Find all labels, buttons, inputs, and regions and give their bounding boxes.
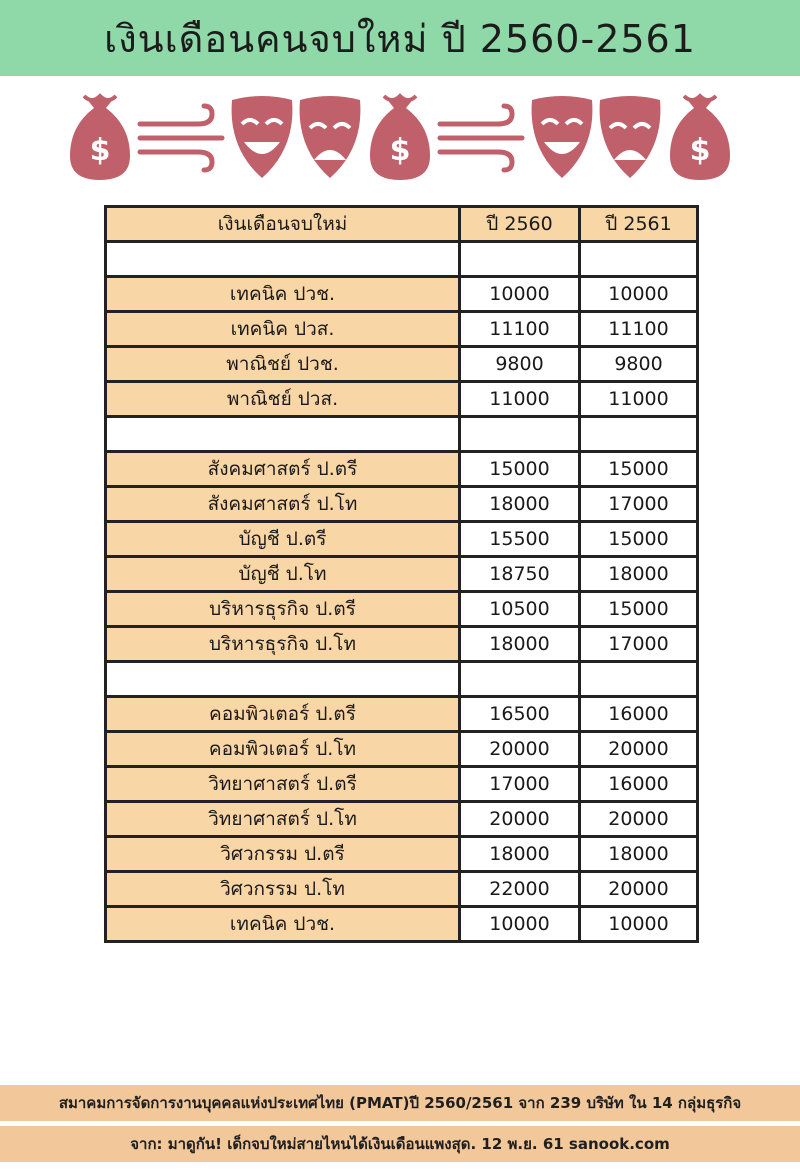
salary-2560-cell: 17000 [460, 767, 580, 802]
table-row [106, 907, 698, 942]
field-cell: เทคนิค ปวช. [106, 277, 460, 312]
header-cell-2560: ปี 2560 [460, 207, 580, 242]
salary-2560-cell: 20000 [460, 802, 580, 837]
table-row [106, 277, 698, 312]
field-cell: พาณิชย์ ปวช. [106, 347, 460, 382]
decorative-icons: $ [60, 92, 740, 184]
field-cell: วิศวกรรม ป.ตรี [106, 837, 460, 872]
field-cell: เทคนิค ปวช. [106, 907, 460, 942]
field-cell: สังคมศาสตร์ ป.โท [106, 487, 460, 522]
field-cell: สังคมศาสตร์ ป.ตรี [106, 452, 460, 487]
tragedy-mask-icon [300, 96, 361, 178]
title-banner [0, 0, 800, 76]
salary-table [104, 205, 699, 943]
table-row [106, 872, 698, 907]
table-row [106, 347, 698, 382]
salary-2560-cell: 11100 [460, 312, 580, 347]
blank-cell [460, 242, 580, 277]
comedy-mask-icon [232, 96, 293, 178]
page-title: เงินเดือนคนจบใหม่ ปี 2560-2561 [104, 16, 696, 61]
table-row [106, 382, 698, 417]
header-cell-2561: ปี 2561 [580, 207, 698, 242]
salary-2560-cell: 22000 [460, 872, 580, 907]
salary-2560-cell: 18000 [460, 487, 580, 522]
table-body [106, 242, 698, 942]
salary-2561-cell: 11100 [580, 312, 698, 347]
tragedy-mask-icon [600, 96, 661, 178]
table-row [106, 487, 698, 522]
salary-2560-cell: 10000 [460, 277, 580, 312]
field-cell: บริหารธุรกิจ ป.ตรี [106, 592, 460, 627]
salary-2561-cell: 17000 [580, 487, 698, 522]
table-row [106, 837, 698, 872]
wind-icon [140, 106, 222, 170]
salary-table-wrapper [104, 205, 696, 1064]
salary-2561-cell: 11000 [580, 382, 698, 417]
salary-2560-cell: 18000 [460, 837, 580, 872]
salary-2561-cell: 18000 [580, 557, 698, 592]
table-row [106, 312, 698, 347]
source-note: สมาคมการจัดการงานบุคคลแห่งประเทศไทย (PMAT)ปี 2560/2561 จาก 239 บริษัท ใน 14 กลุ่มธุรกิจ [0, 1085, 800, 1121]
field-cell: บัญชี ป.ตรี [106, 522, 460, 557]
table-row [106, 732, 698, 767]
blank-cell [106, 242, 460, 277]
table-row [106, 627, 698, 662]
salary-2560-cell: 20000 [460, 732, 580, 767]
table-header-row [106, 207, 698, 242]
blank-cell [580, 417, 698, 452]
table-row [106, 592, 698, 627]
salary-2561-cell: 20000 [580, 732, 698, 767]
salary-2560-cell: 10500 [460, 592, 580, 627]
table-row [106, 697, 698, 732]
salary-2560-cell: 18750 [460, 557, 580, 592]
blank-cell [106, 417, 460, 452]
field-cell: คอมพิวเตอร์ ป.โท [106, 732, 460, 767]
credit-line: จาก: มาดูกัน! เด็กจบใหม่สายไหนได้เงินเดือนแพงสุด. 12 พ.ย. 61 sanook.com [0, 1126, 800, 1162]
icon-row [49, 87, 740, 184]
salary-2560-cell: 9800 [460, 347, 580, 382]
field-cell: คอมพิวเตอร์ ป.ตรี [106, 697, 460, 732]
salary-2561-cell: 20000 [580, 802, 698, 837]
salary-2560-cell: 10000 [460, 907, 580, 942]
money-bag-icon [670, 96, 730, 180]
salary-2561-cell: 16000 [580, 767, 698, 802]
salary-2560-cell: 16500 [460, 697, 580, 732]
field-cell: วิทยาศาสตร์ ป.ตรี [106, 767, 460, 802]
field-cell: วิทยาศาสตร์ ป.โท [106, 802, 460, 837]
table-row [106, 802, 698, 837]
salary-2561-cell: 17000 [580, 627, 698, 662]
table-row [106, 452, 698, 487]
comedy-mask-icon [532, 96, 593, 178]
field-cell: เทคนิค ปวส. [106, 312, 460, 347]
header-cell-field: เงินเดือนจบใหม่ [106, 207, 460, 242]
field-cell: บริหารธุรกิจ ป.โท [106, 627, 460, 662]
table-row [106, 522, 698, 557]
blank-cell [580, 242, 698, 277]
blank-cell [106, 662, 460, 697]
field-cell: บัญชี ป.โท [106, 557, 460, 592]
table-row-blank [106, 662, 698, 697]
money-bag-icon [370, 96, 430, 180]
salary-2561-cell: 15000 [580, 522, 698, 557]
blank-cell [580, 662, 698, 697]
salary-2560-cell: 11000 [460, 382, 580, 417]
salary-2561-cell: 10000 [580, 277, 698, 312]
salary-2561-cell: 15000 [580, 452, 698, 487]
field-cell: พาณิชย์ ปวส. [106, 382, 460, 417]
salary-2560-cell: 18000 [460, 627, 580, 662]
table-row [106, 767, 698, 802]
blank-cell [460, 417, 580, 452]
salary-2560-cell: 15500 [460, 522, 580, 557]
table-row-blank [106, 417, 698, 452]
salary-2561-cell: 20000 [580, 872, 698, 907]
salary-2561-cell: 18000 [580, 837, 698, 872]
salary-2560-cell: 15000 [460, 452, 580, 487]
wind-icon [440, 106, 522, 170]
salary-2561-cell: 9800 [580, 347, 698, 382]
table-row-blank [106, 242, 698, 277]
field-cell: วิศวกรรม ป.โท [106, 872, 460, 907]
salary-2561-cell: 10000 [580, 907, 698, 942]
blank-cell [460, 662, 580, 697]
salary-2561-cell: 15000 [580, 592, 698, 627]
table-row [106, 557, 698, 592]
money-bag-icon [70, 96, 130, 180]
salary-2561-cell: 16000 [580, 697, 698, 732]
